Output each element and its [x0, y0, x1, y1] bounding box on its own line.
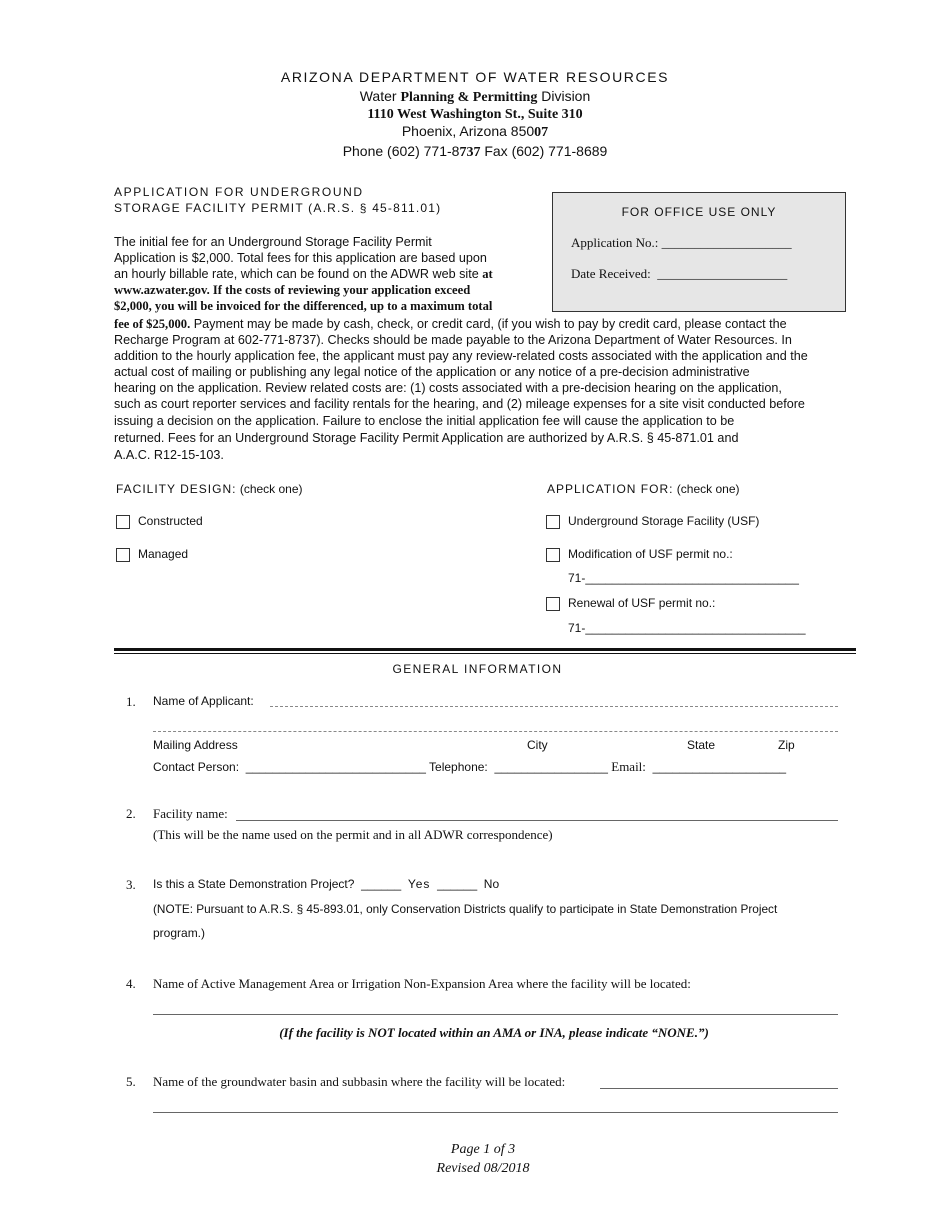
application-number-field[interactable]: Application No.: ____________________ [571, 235, 792, 250]
office-use-title: FOR OFFICE USE ONLY [621, 205, 777, 219]
intro-line-1: The initial fee for an Underground Storage Facility Permit [114, 235, 432, 249]
intro-line-11: such as court reporter services and facility rentals for the hearing, and (2) mileage expenses for a site visit conducted before [114, 397, 805, 411]
state-demo-note-line1: (NOTE: Pursuant to A.R.S. § 45-893.01, only Conservation Districts qualify to participate in State Demonstration Project [153, 902, 778, 916]
street-address: 1110 West Washington St., Suite 310 [367, 107, 583, 122]
intro-line-14: A.A.C. R12-15-103. [114, 448, 224, 462]
intro-line-7: Recharge Program at 602-771-8737). Checks should be made payable to the Arizona Department of Water Resources. In [114, 333, 792, 347]
intro-line-2: Application is $2,000. Total fees for this application are based upon [114, 251, 487, 265]
mailing-address-field[interactable] [153, 731, 838, 732]
ama-ina-field[interactable] [153, 1014, 838, 1015]
modification-permit-field[interactable]: 71-________________________________ [568, 571, 799, 585]
modification-option[interactable]: Modification of USF permit no.: [546, 546, 733, 562]
groundwater-basin-field[interactable] [600, 1088, 838, 1089]
renewal-checkbox[interactable] [546, 597, 560, 611]
usf-checkbox[interactable] [546, 515, 560, 529]
division-line: Water Planning & Permitting Division [359, 88, 591, 105]
renewal-option[interactable]: Renewal of USF permit no.: [546, 595, 715, 611]
q1-number: 1. [126, 694, 136, 709]
state-demo-note-line2: program.) [153, 926, 206, 940]
form-title-line2: STORAGE FACILITY PERMIT (A.R.S. § 45-811.01) [114, 201, 442, 215]
zip-label: Zip [778, 738, 795, 752]
yes-field[interactable]: ______ [361, 877, 402, 891]
contact-person-field[interactable]: ___________________________ [245, 760, 426, 774]
date-received-field[interactable]: Date Received: ____________________ [571, 266, 788, 281]
telephone-field[interactable]: _________________ [494, 760, 608, 774]
modification-checkbox[interactable] [546, 548, 560, 562]
usf-option[interactable]: Underground Storage Facility (USF) [546, 513, 759, 529]
section-divider-thin [114, 653, 856, 654]
city-line: Phoenix, Arizona 85007 [401, 123, 549, 140]
facility-name-label: Facility name: [153, 806, 228, 821]
applicant-name-field[interactable] [270, 706, 838, 707]
groundwater-basin-field-2[interactable] [153, 1112, 838, 1113]
renewal-permit-field[interactable]: 71-_________________________________ [568, 621, 806, 635]
facility-name-note: (This will be the name used on the permit and in all ADWR correspondence) [153, 827, 553, 842]
intro-line-9: actual cost of mailing or publishing any legal notice of the application or any notice of a pre-decision administrative [114, 365, 750, 379]
facility-name-field[interactable] [236, 820, 838, 821]
intro-line-3: an hourly billable rate, which can be found on the ADWR web site at [114, 267, 493, 281]
intro-line-4: www.azwater.gov. If the costs of reviewing your application exceed [114, 283, 471, 297]
q4-number: 4. [126, 976, 136, 991]
state-demo-question: Is this a State Demonstration Project? ______ Yes ______ No [153, 877, 500, 891]
mailing-address-label: Mailing Address [153, 738, 238, 752]
contact-line: Contact Person: ___________________________ Telephone: _________________ Email: ____________________ [153, 759, 787, 774]
intro-line-8: addition to the hourly application fee, the applicant must pay any review-related costs associated with the application and the [114, 349, 808, 363]
section-divider-thick [114, 648, 856, 651]
agency-name: ARIZONA DEPARTMENT OF WATER RESOURCES [280, 69, 670, 85]
managed-checkbox[interactable] [116, 548, 130, 562]
applicant-name-label: Name of Applicant: [153, 694, 254, 708]
no-field[interactable]: ______ [437, 877, 478, 891]
q3-number: 3. [126, 877, 136, 892]
form-title-line1: APPLICATION FOR UNDERGROUND [114, 185, 364, 199]
constructed-option[interactable]: Constructed [116, 513, 203, 529]
constructed-checkbox[interactable] [116, 515, 130, 529]
managed-option[interactable]: Managed [116, 546, 188, 562]
intro-line-13: returned. Fees for an Underground Storage Facility Permit Application are authorized by A.R.S. § 45-871.01 and [114, 431, 739, 445]
q2-number: 2. [126, 806, 136, 821]
intro-line-10: hearing on the application. Review related costs are: (1) costs associated with a pre-decision hearing on the application, [114, 381, 782, 395]
application-for-heading: APPLICATION FOR: (check one) [547, 482, 740, 496]
page-number: Page 1 of 3 [450, 1142, 516, 1157]
ama-ina-note: (If the facility is NOT located within an AMA or INA, please indicate “NONE.”) [279, 1025, 709, 1040]
phone-line: Phone (602) 771-8737 Fax (602) 771-8689 [342, 143, 608, 160]
intro-line-6: fee of $25,000. Payment may be made by cash, check, or credit card, (if you wish to pay by credit card, please contact the [114, 317, 787, 331]
email-field[interactable]: ____________________ [652, 760, 787, 774]
intro-line-5: $2,000, you will be invoiced for the differenced, up to a maximum total [114, 299, 493, 313]
intro-line-12: issuing a decision on the application. Failure to enclose the initial application fee will cause the application to be [114, 414, 735, 428]
facility-design-heading: FACILITY DESIGN: (check one) [116, 482, 303, 496]
groundwater-basin-label: Name of the groundwater basin and subbasin where the facility will be located: [153, 1074, 566, 1089]
ama-ina-label: Name of Active Management Area or Irrigation Non-Expansion Area where the facility will be located: [153, 976, 691, 991]
city-label: City [527, 738, 548, 752]
state-label: State [687, 738, 716, 752]
q5-number: 5. [126, 1074, 136, 1089]
general-information-heading: GENERAL INFORMATION [392, 662, 563, 676]
revised-date: Revised 08/2018 [436, 1161, 530, 1176]
